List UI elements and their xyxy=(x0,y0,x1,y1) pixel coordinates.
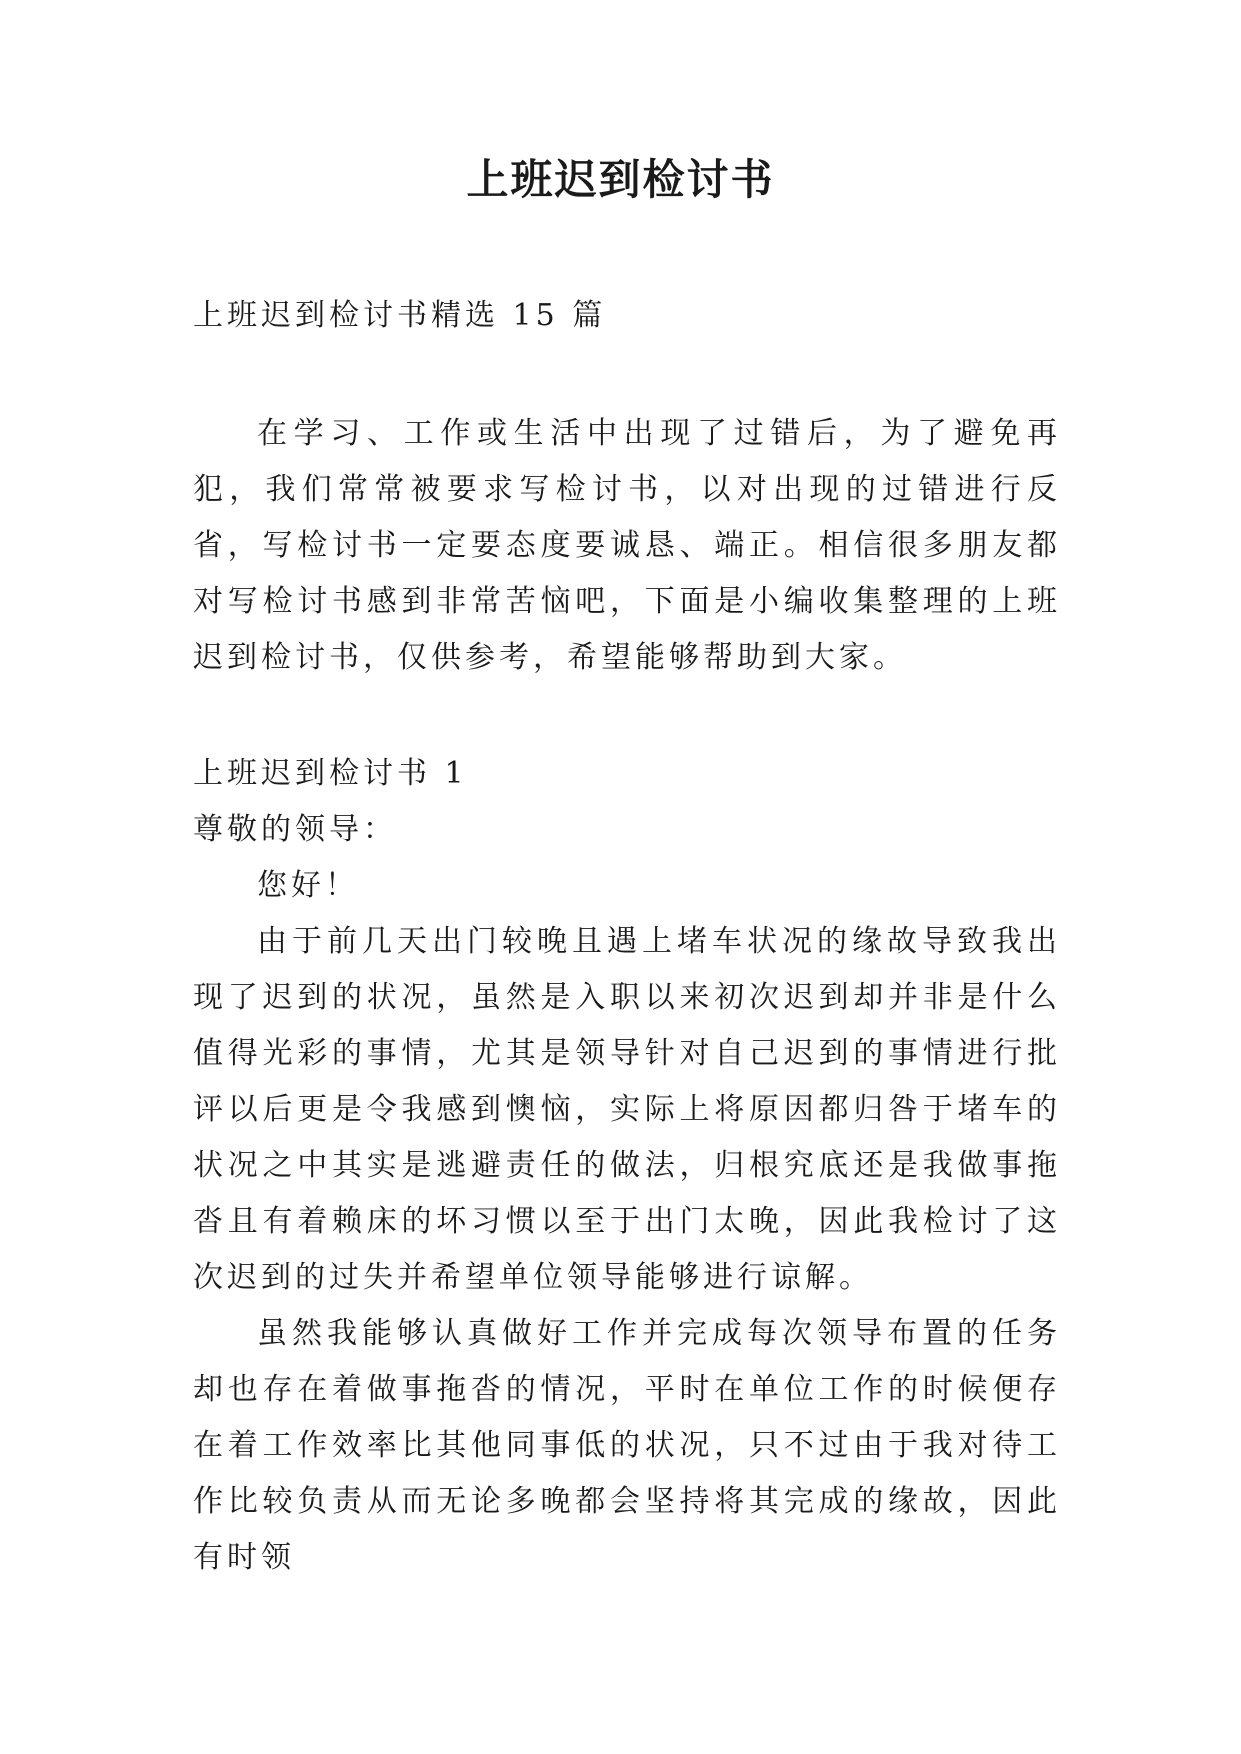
document-subtitle: 上班迟到检讨书精选 15 篇 xyxy=(193,298,607,333)
document-title: 上班迟到检讨书 xyxy=(466,155,775,204)
section-heading: 上班迟到检讨书 1 xyxy=(193,756,468,791)
document-body xyxy=(193,288,1061,1586)
body-paragraph-2: 虽然我能够认真做好工作并完成每次领导布置的任务却也存在着做事拖沓的情况，平时在单位工作的时候便存在着工作效率比其他同事低的状况，只不过由于我对待工作比较负责从而无论多晚都会坚持将其完成的缘故，因此有时领 xyxy=(193,1316,1061,1575)
intro-paragraph: 在学习、工作或生活中出现了过错后，为了避免再犯，我们常常被要求写检讨书，以对出现的过错进行反省，写检讨书一定要态度要诚恳、端正。相信很多朋友都对写检讨书感到非常苦恼吧，下面是小编收集整理的上班迟到检讨书，仅供参考，希望能够帮助到大家。 xyxy=(193,416,1061,675)
greeting: 您好！ xyxy=(257,868,359,903)
body-paragraph-1: 由于前几天出门较晚且遇上堵车状况的缘故导致我出现了迟到的状况，虽然是入职以来初次迟到却并非是什么值得光彩的事情，尤其是领导针对自己迟到的事情进行批评以后更是令我感到懊恼，实际上将原因都归咎于堵车的状况之中其实是逃避责任的做法，归根究底还是我做事拖沓且有着赖床的坏习惯以至于出门太晚，因此我检讨了这次迟到的过失并希望单位领导能够进行谅解。 xyxy=(193,924,1061,1295)
salutation: 尊敬的领导： xyxy=(193,812,397,847)
